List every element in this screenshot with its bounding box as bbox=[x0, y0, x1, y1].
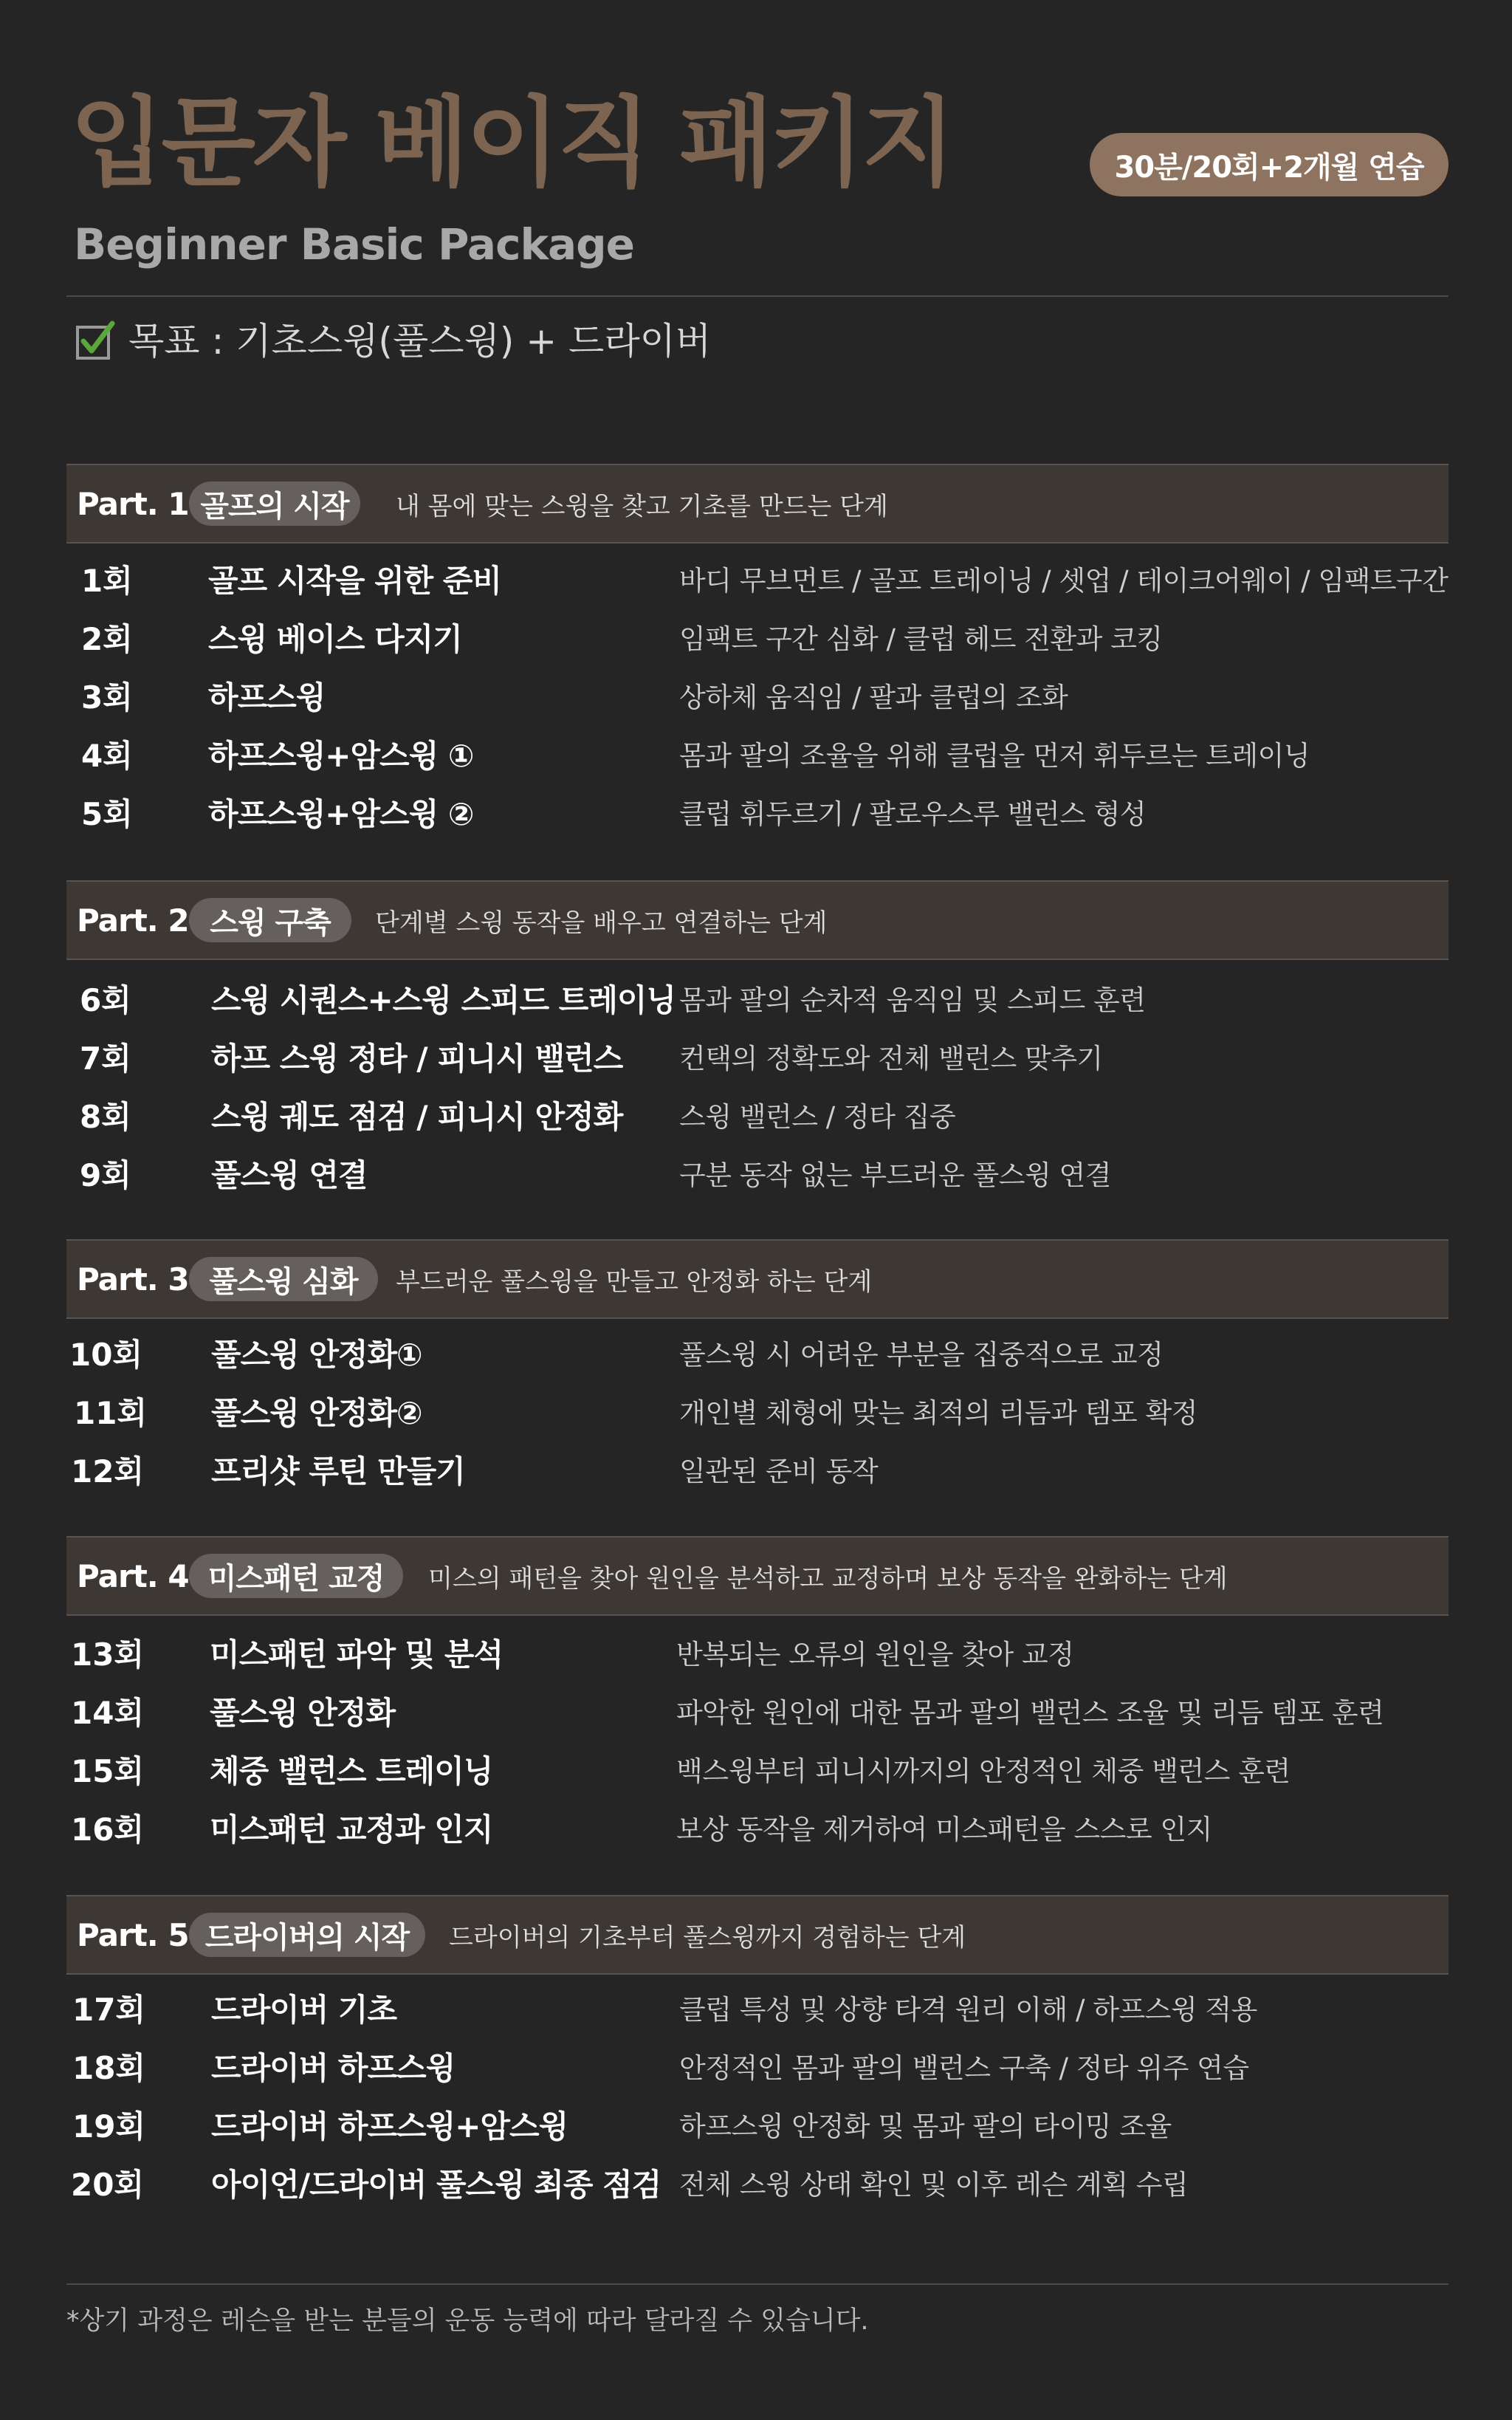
lesson-number: 14회 bbox=[71, 1695, 145, 1731]
lesson-number: 19회 bbox=[72, 2108, 146, 2145]
lesson-row bbox=[66, 557, 1449, 606]
lesson-title: 풀스윙 안정화② bbox=[211, 1395, 422, 1431]
lesson-number: 5회 bbox=[81, 796, 133, 832]
part-description: 드라이버의 기초부터 풀스윙까지 경험하는 단계 bbox=[449, 1922, 966, 1953]
lesson-title: 드라이버 하프스윙+암스윙 bbox=[211, 2108, 568, 2145]
lesson-number: 18회 bbox=[72, 2050, 146, 2086]
lesson-title: 하프 스윙 정타 / 피니시 밸런스 bbox=[211, 1041, 623, 1077]
lesson-title: 스윙 궤도 점검 / 피니시 안정화 bbox=[211, 1099, 623, 1135]
lesson-row bbox=[66, 2044, 1449, 2093]
lesson-description: 상하체 움직임 / 팔과 클럽의 조화 bbox=[679, 682, 1068, 713]
part-header-5 bbox=[66, 1895, 1449, 1975]
lesson-number: 20회 bbox=[71, 2167, 145, 2203]
page-title: 입문자 베이직 패키지 bbox=[70, 86, 953, 200]
lesson-row bbox=[66, 2102, 1449, 2151]
part-number: Part. 3 bbox=[77, 1261, 189, 1298]
header-divider bbox=[66, 295, 1449, 297]
lesson-number: 10회 bbox=[69, 1337, 143, 1373]
part-header-3 bbox=[66, 1239, 1449, 1319]
lesson-description: 반복되는 오류의 원인을 찾아 교정 bbox=[676, 1639, 1074, 1670]
lesson-description: 백스윙부터 피니시까지의 안정적인 체중 밸런스 훈련 bbox=[676, 1755, 1291, 1787]
part-header-1 bbox=[66, 464, 1449, 544]
goal-text: 목표 : 기초스윙(풀스윙) + 드라이버 bbox=[128, 320, 712, 363]
lesson-row bbox=[66, 1689, 1449, 1738]
lesson-description: 개인별 체형에 맞는 최적의 리듬과 템포 확정 bbox=[679, 1397, 1197, 1429]
part-description: 내 몸에 맞는 스윙을 찾고 기초를 만드는 단계 bbox=[396, 491, 888, 521]
lesson-row bbox=[66, 1389, 1449, 1438]
lesson-title: 풀스윙 안정화 bbox=[210, 1695, 396, 1731]
part-title-pill: 스윙 구축 bbox=[189, 898, 351, 942]
lesson-description: 하프스윙 안정화 및 몸과 팔의 타이밍 조율 bbox=[679, 2111, 1172, 2142]
lesson-number: 9회 bbox=[80, 1157, 131, 1193]
lesson-description: 보상 동작을 제거하여 미스패턴을 스스로 인지 bbox=[676, 1814, 1212, 1845]
lesson-number: 3회 bbox=[81, 679, 133, 716]
lesson-title: 하프스윙+암스윙 ② bbox=[208, 796, 474, 832]
lesson-description: 전체 스윙 상태 확인 및 이후 레슨 계획 수립 bbox=[679, 2169, 1189, 2201]
lesson-number: 12회 bbox=[71, 1453, 145, 1490]
lesson-description: 몸과 팔의 조율을 위해 클럽을 먼저 휘두르는 트레이닝 bbox=[679, 740, 1310, 772]
part-number: Part. 2 bbox=[77, 902, 189, 939]
lesson-description: 안정적인 몸과 팔의 밸런스 구축 / 정타 위주 연습 bbox=[679, 2052, 1249, 2084]
lesson-number: 4회 bbox=[81, 738, 133, 774]
lesson-number: 8회 bbox=[80, 1099, 131, 1135]
lesson-row bbox=[66, 673, 1449, 722]
lesson-row bbox=[66, 976, 1449, 1025]
lesson-description: 임팩트 구간 심화 / 클럽 헤드 전환과 코킹 bbox=[679, 623, 1163, 655]
part-header-4 bbox=[66, 1536, 1449, 1616]
lesson-title: 미스패턴 교정과 인지 bbox=[210, 1811, 493, 1848]
lesson-title: 하프스윙 bbox=[208, 679, 326, 716]
lesson-title: 미스패턴 파악 및 분석 bbox=[210, 1636, 504, 1673]
lesson-row bbox=[66, 1035, 1449, 1083]
lesson-title: 드라이버 기초 bbox=[211, 1992, 397, 2028]
lesson-title: 프리샷 루틴 만들기 bbox=[211, 1453, 465, 1490]
lesson-number: 1회 bbox=[81, 563, 133, 599]
part-number: Part. 5 bbox=[77, 1916, 189, 1953]
lesson-title: 스윙 시퀀스+스윙 스피드 트레이닝 bbox=[211, 982, 676, 1018]
lesson-row bbox=[66, 1747, 1449, 1796]
part-title-pill: 풀스윙 심화 bbox=[189, 1257, 378, 1301]
page-subtitle: Beginner Basic Package bbox=[74, 219, 635, 270]
lesson-description: 일관된 준비 동작 bbox=[679, 1456, 879, 1487]
footer-divider bbox=[66, 2283, 1449, 2285]
lesson-number: 6회 bbox=[80, 982, 131, 1018]
lesson-row bbox=[66, 1093, 1449, 1142]
part-title-pill: 드라이버의 시작 bbox=[189, 1913, 425, 1957]
lesson-description: 클럽 특성 및 상향 타격 원리 이해 / 하프스윙 적용 bbox=[679, 1994, 1257, 2026]
part-description: 부드러운 풀스윙을 만들고 안정화 하는 단계 bbox=[396, 1266, 873, 1297]
lesson-title: 아이언/드라이버 풀스윙 최종 점검 bbox=[211, 2167, 662, 2203]
lesson-description: 구분 동작 없는 부드러운 풀스윙 연결 bbox=[679, 1159, 1111, 1191]
part-number: Part. 1 bbox=[77, 485, 189, 522]
part-description: 미스의 패턴을 찾아 원인을 분석하고 교정하며 보상 동작을 완화하는 단계 bbox=[428, 1563, 1228, 1594]
lesson-description: 컨택의 정확도와 전체 밸런스 맞추기 bbox=[679, 1043, 1103, 1074]
lesson-title: 풀스윙 안정화① bbox=[211, 1337, 422, 1373]
lesson-description: 바디 무브먼트 / 골프 트레이닝 / 셋업 / 테이크어웨이 / 임팩트구간 bbox=[679, 565, 1449, 597]
part-title-pill: 미스패턴 교정 bbox=[189, 1554, 403, 1598]
lesson-row bbox=[66, 1447, 1449, 1496]
check-box-icon bbox=[74, 319, 118, 363]
lesson-row bbox=[66, 2161, 1449, 2210]
lesson-title: 드라이버 하프스윙 bbox=[211, 2050, 456, 2086]
lesson-title: 풀스윙 연결 bbox=[211, 1157, 368, 1193]
footnote: *상기 과정은 레슨을 받는 분들의 운동 능력에 따라 달라질 수 있습니다. bbox=[66, 2306, 869, 2336]
lesson-row bbox=[66, 790, 1449, 839]
lesson-row bbox=[66, 1631, 1449, 1679]
part-description: 단계별 스윙 동작을 배우고 연결하는 단계 bbox=[375, 908, 828, 938]
part-header-2 bbox=[66, 880, 1449, 960]
lesson-description: 몸과 팔의 순차적 움직임 및 스피드 훈련 bbox=[679, 984, 1146, 1016]
lesson-description: 풀스윙 시 어려운 부분을 집중적으로 교정 bbox=[679, 1339, 1164, 1371]
lesson-number: 2회 bbox=[81, 621, 133, 657]
lesson-row bbox=[66, 615, 1449, 664]
lesson-number: 16회 bbox=[71, 1811, 145, 1848]
lesson-row bbox=[66, 1151, 1449, 1200]
lesson-row bbox=[66, 1986, 1449, 2035]
duration-badge: 30분/20회+2개월 연습 bbox=[1090, 133, 1449, 196]
lesson-title: 하프스윙+암스윙 ① bbox=[208, 738, 474, 774]
lesson-title: 스윙 베이스 다지기 bbox=[208, 621, 462, 657]
lesson-row bbox=[66, 732, 1449, 781]
lesson-description: 파악한 원인에 대한 몸과 팔의 밸런스 조율 및 리듬 템포 훈련 bbox=[676, 1697, 1384, 1729]
lesson-number: 13회 bbox=[71, 1636, 145, 1673]
lesson-title: 체중 밸런스 트레이닝 bbox=[210, 1753, 493, 1789]
lesson-row bbox=[66, 1806, 1449, 1854]
part-number: Part. 4 bbox=[77, 1557, 189, 1594]
lesson-number: 15회 bbox=[71, 1753, 145, 1789]
lesson-description: 스윙 밸런스 / 정타 집중 bbox=[679, 1101, 956, 1133]
goal-line bbox=[74, 319, 711, 363]
part-title-pill: 골프의 시작 bbox=[189, 481, 360, 526]
lesson-row bbox=[66, 1331, 1449, 1379]
lesson-number: 11회 bbox=[74, 1395, 148, 1431]
lesson-number: 7회 bbox=[80, 1041, 131, 1077]
lesson-number: 17회 bbox=[72, 1992, 146, 2028]
lesson-title: 골프 시작을 위한 준비 bbox=[208, 563, 502, 599]
lesson-description: 클럽 휘두르기 / 팔로우스루 밸런스 형성 bbox=[679, 798, 1147, 830]
